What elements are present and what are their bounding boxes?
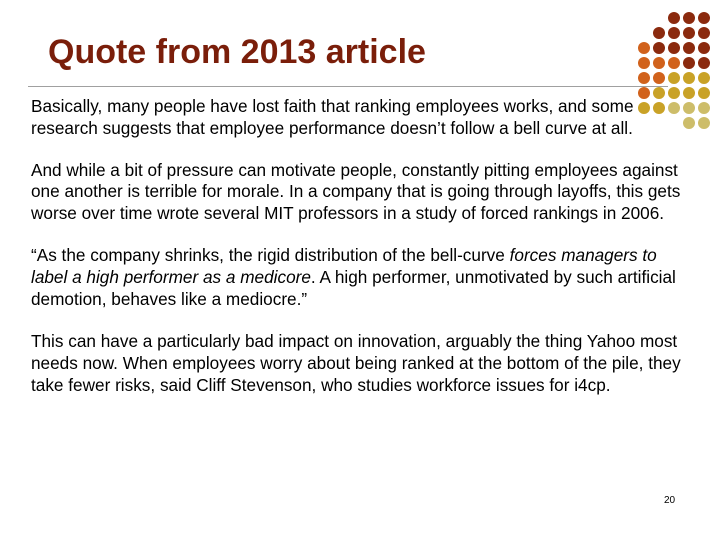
decorative-dot (698, 102, 710, 114)
decorative-dot (683, 57, 695, 69)
decorative-dot (698, 117, 710, 129)
decorative-dot (683, 42, 695, 54)
decorative-dot (638, 42, 650, 54)
decorative-dot (653, 72, 665, 84)
paragraph-4: This can have a particularly bad impact on innovation, arguably the thing Yahoo most needs now. When employees worry about being ranked at the bottom of the pile, they take fewer risks, said Cliff Stevenson, who studies workforce issues for i4cp. (31, 331, 681, 395)
decorative-dot (653, 57, 665, 69)
decorative-dot (668, 42, 680, 54)
decorative-dot (653, 42, 665, 54)
title-divider (28, 86, 668, 87)
decorative-dot (698, 87, 710, 99)
paragraph-2: And while a bit of pressure can motivate people, constantly pitting employees against one another is terrible for morale. In a company that is going through layoffs, this gets worse over time wrote several MIT professors in a study of forced rankings in 2006. (31, 159, 681, 224)
decorative-dot (668, 12, 680, 24)
slide-title: Quote from 2013 article (48, 33, 426, 71)
paragraph-3-quote (31, 245, 691, 310)
decorative-dot (683, 72, 695, 84)
decorative-dot (638, 57, 650, 69)
decorative-dot (683, 27, 695, 39)
quote-text-start: “As the company shrinks, the rigid distribution of the bell-curve (31, 244, 510, 265)
slide-body (31, 96, 691, 397)
decorative-dot (668, 72, 680, 84)
decorative-dot (698, 27, 710, 39)
decorative-dot (668, 27, 680, 39)
decorative-dot (698, 42, 710, 54)
decorative-dot (683, 12, 695, 24)
quote-text-end: . A high performer, unmotivated by such artificial demotion, behaves like a mediocre.” (31, 266, 676, 309)
quote-italic-emphasis: forces managers to label a high performer as a medicore (31, 244, 657, 287)
decorative-dot (698, 57, 710, 69)
decorative-dot (638, 72, 650, 84)
page-number: 20 (664, 495, 676, 506)
decorative-dot (698, 72, 710, 84)
decorative-dot (653, 27, 665, 39)
decorative-dot (668, 57, 680, 69)
decorative-dot (698, 12, 710, 24)
paragraph-1: Basically, many people have lost faith that ranking employees works, and some research suggests that employee performance doesn’t follow a bell curve at all. (31, 96, 634, 138)
